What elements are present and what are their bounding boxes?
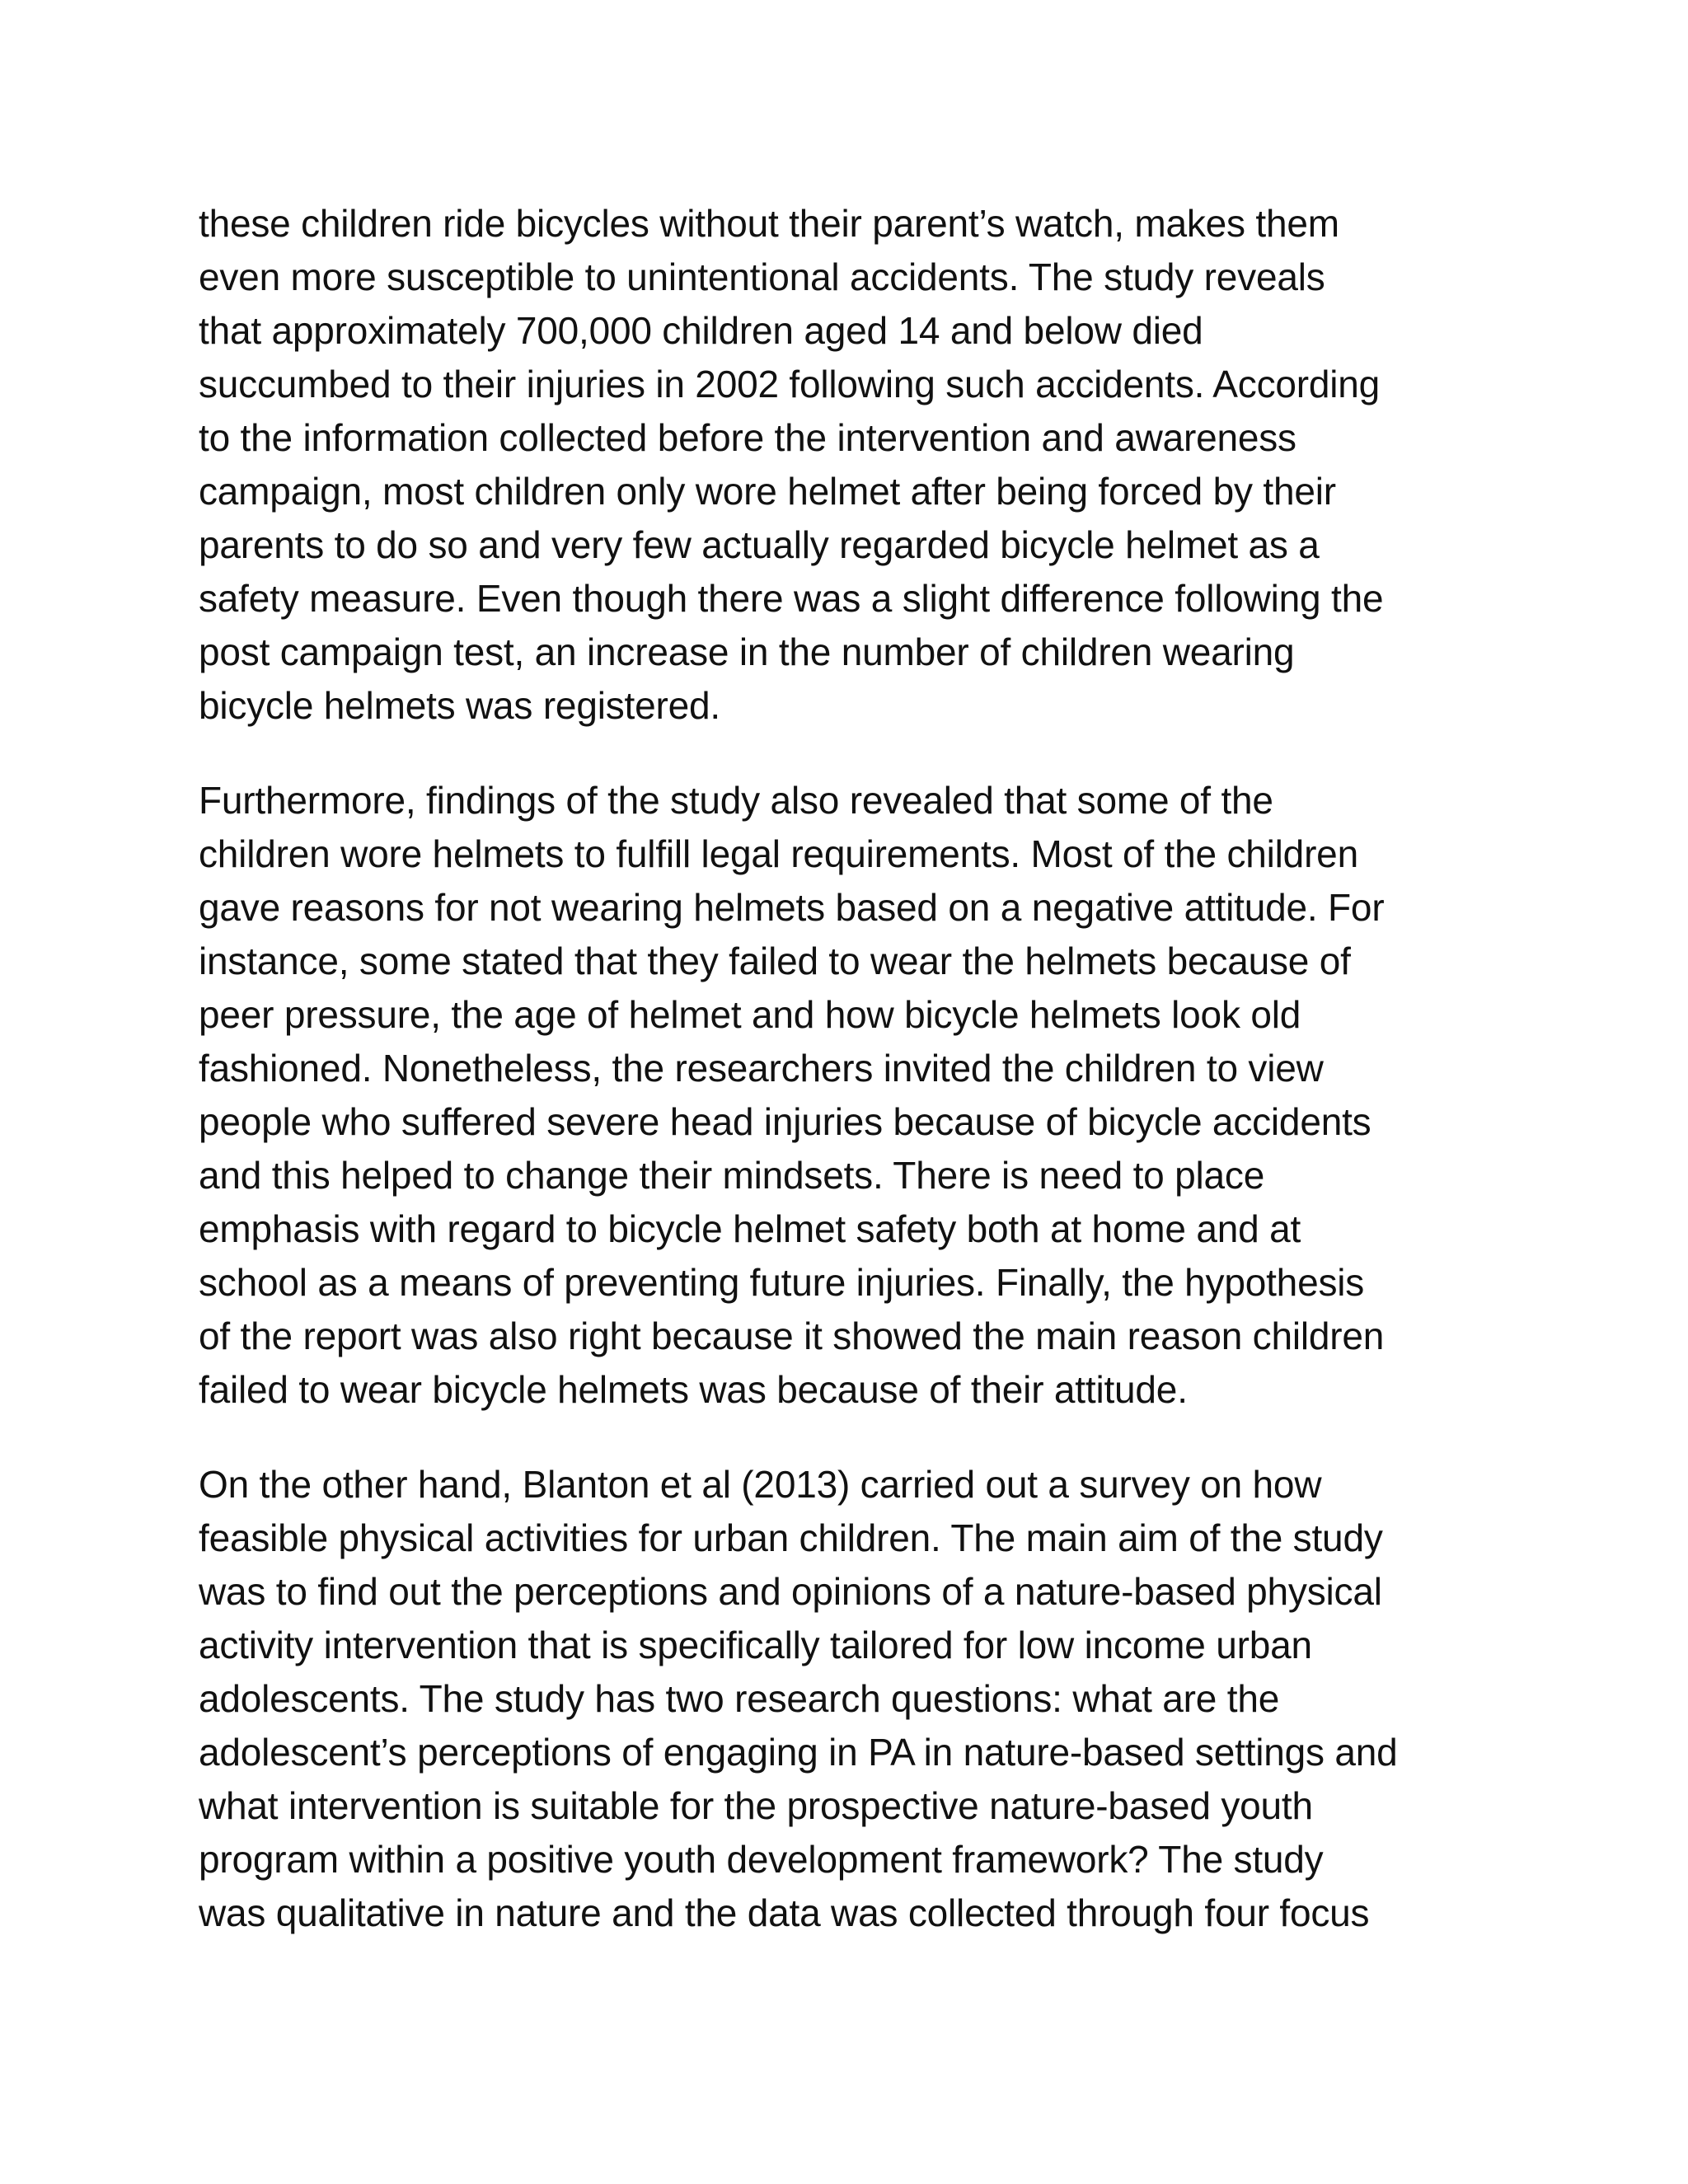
text-line: parents to do so and very few actually regarded bicycle helmet as a bbox=[199, 523, 1320, 566]
text-line: activity intervention that is specifically tailored for low income urban bbox=[199, 1624, 1312, 1666]
text-line: gave reasons for not wearing helmets based on a negative attitude. For bbox=[199, 886, 1385, 929]
text-line: program within a positive youth development framework? The study bbox=[199, 1838, 1324, 1881]
text-line: that approximately 700,000 children aged 14 and below died bbox=[199, 309, 1203, 352]
text-line: instance, some stated that they failed to wear the helmets because of bbox=[199, 940, 1351, 982]
text-line: people who suffered severe head injuries because of bicycle accidents bbox=[199, 1100, 1372, 1143]
text-line: fashioned. Nonetheless, the researchers invited the children to view bbox=[199, 1047, 1324, 1090]
text-line: children wore helmets to fulfill legal requirements. Most of the children bbox=[199, 832, 1358, 875]
text-line: adolescents. The study has two research questions: what are the bbox=[199, 1677, 1280, 1720]
text-line: post campaign test, an increase in the number of children wearing bbox=[199, 630, 1295, 673]
text-line: adolescent’s perceptions of engaging in PA in nature-based settings and bbox=[199, 1731, 1398, 1774]
text-line: campaign, most children only wore helmet after being forced by their bbox=[199, 470, 1336, 513]
document-body bbox=[199, 197, 1501, 1981]
paragraph-2 bbox=[199, 774, 1501, 1417]
text-line: was to find out the perceptions and opinions of a nature-based physical bbox=[199, 1570, 1382, 1613]
text-line: what intervention is suitable for the prospective nature-based youth bbox=[199, 1784, 1313, 1827]
text-line: emphasis with regard to bicycle helmet safety both at home and at bbox=[199, 1207, 1301, 1250]
text-line: these children ride bicycles without their parent’s watch, makes them bbox=[199, 202, 1339, 245]
text-line: succumbed to their injuries in 2002 following such accidents. According bbox=[199, 363, 1381, 405]
paragraph-3 bbox=[199, 1458, 1501, 1940]
text-line: On the other hand, Blanton et al (2013) carried out a survey on how bbox=[199, 1463, 1322, 1506]
text-line: bicycle helmets was registered. bbox=[199, 684, 720, 727]
text-line: even more susceptible to unintentional accidents. The study reveals bbox=[199, 255, 1325, 298]
text-line: Furthermore, findings of the study also revealed that some of the bbox=[199, 779, 1273, 822]
text-line: failed to wear bicycle helmets was because of their attitude. bbox=[199, 1368, 1188, 1411]
text-line: and this helped to change their mindsets. There is need to place bbox=[199, 1154, 1265, 1197]
text-line: was qualitative in nature and the data was collected through four focus bbox=[199, 1891, 1370, 1934]
paragraph-1 bbox=[199, 197, 1501, 733]
text-line: to the information collected before the intervention and awareness bbox=[199, 416, 1296, 459]
text-line: peer pressure, the age of helmet and how bicycle helmets look old bbox=[199, 993, 1301, 1036]
text-line: of the report was also right because it showed the main reason children bbox=[199, 1315, 1385, 1357]
text-line: safety measure. Even though there was a slight difference following the bbox=[199, 577, 1384, 620]
text-line: school as a means of preventing future injuries. Finally, the hypothesis bbox=[199, 1261, 1365, 1304]
text-line: feasible physical activities for urban children. The main aim of the study bbox=[199, 1516, 1383, 1559]
